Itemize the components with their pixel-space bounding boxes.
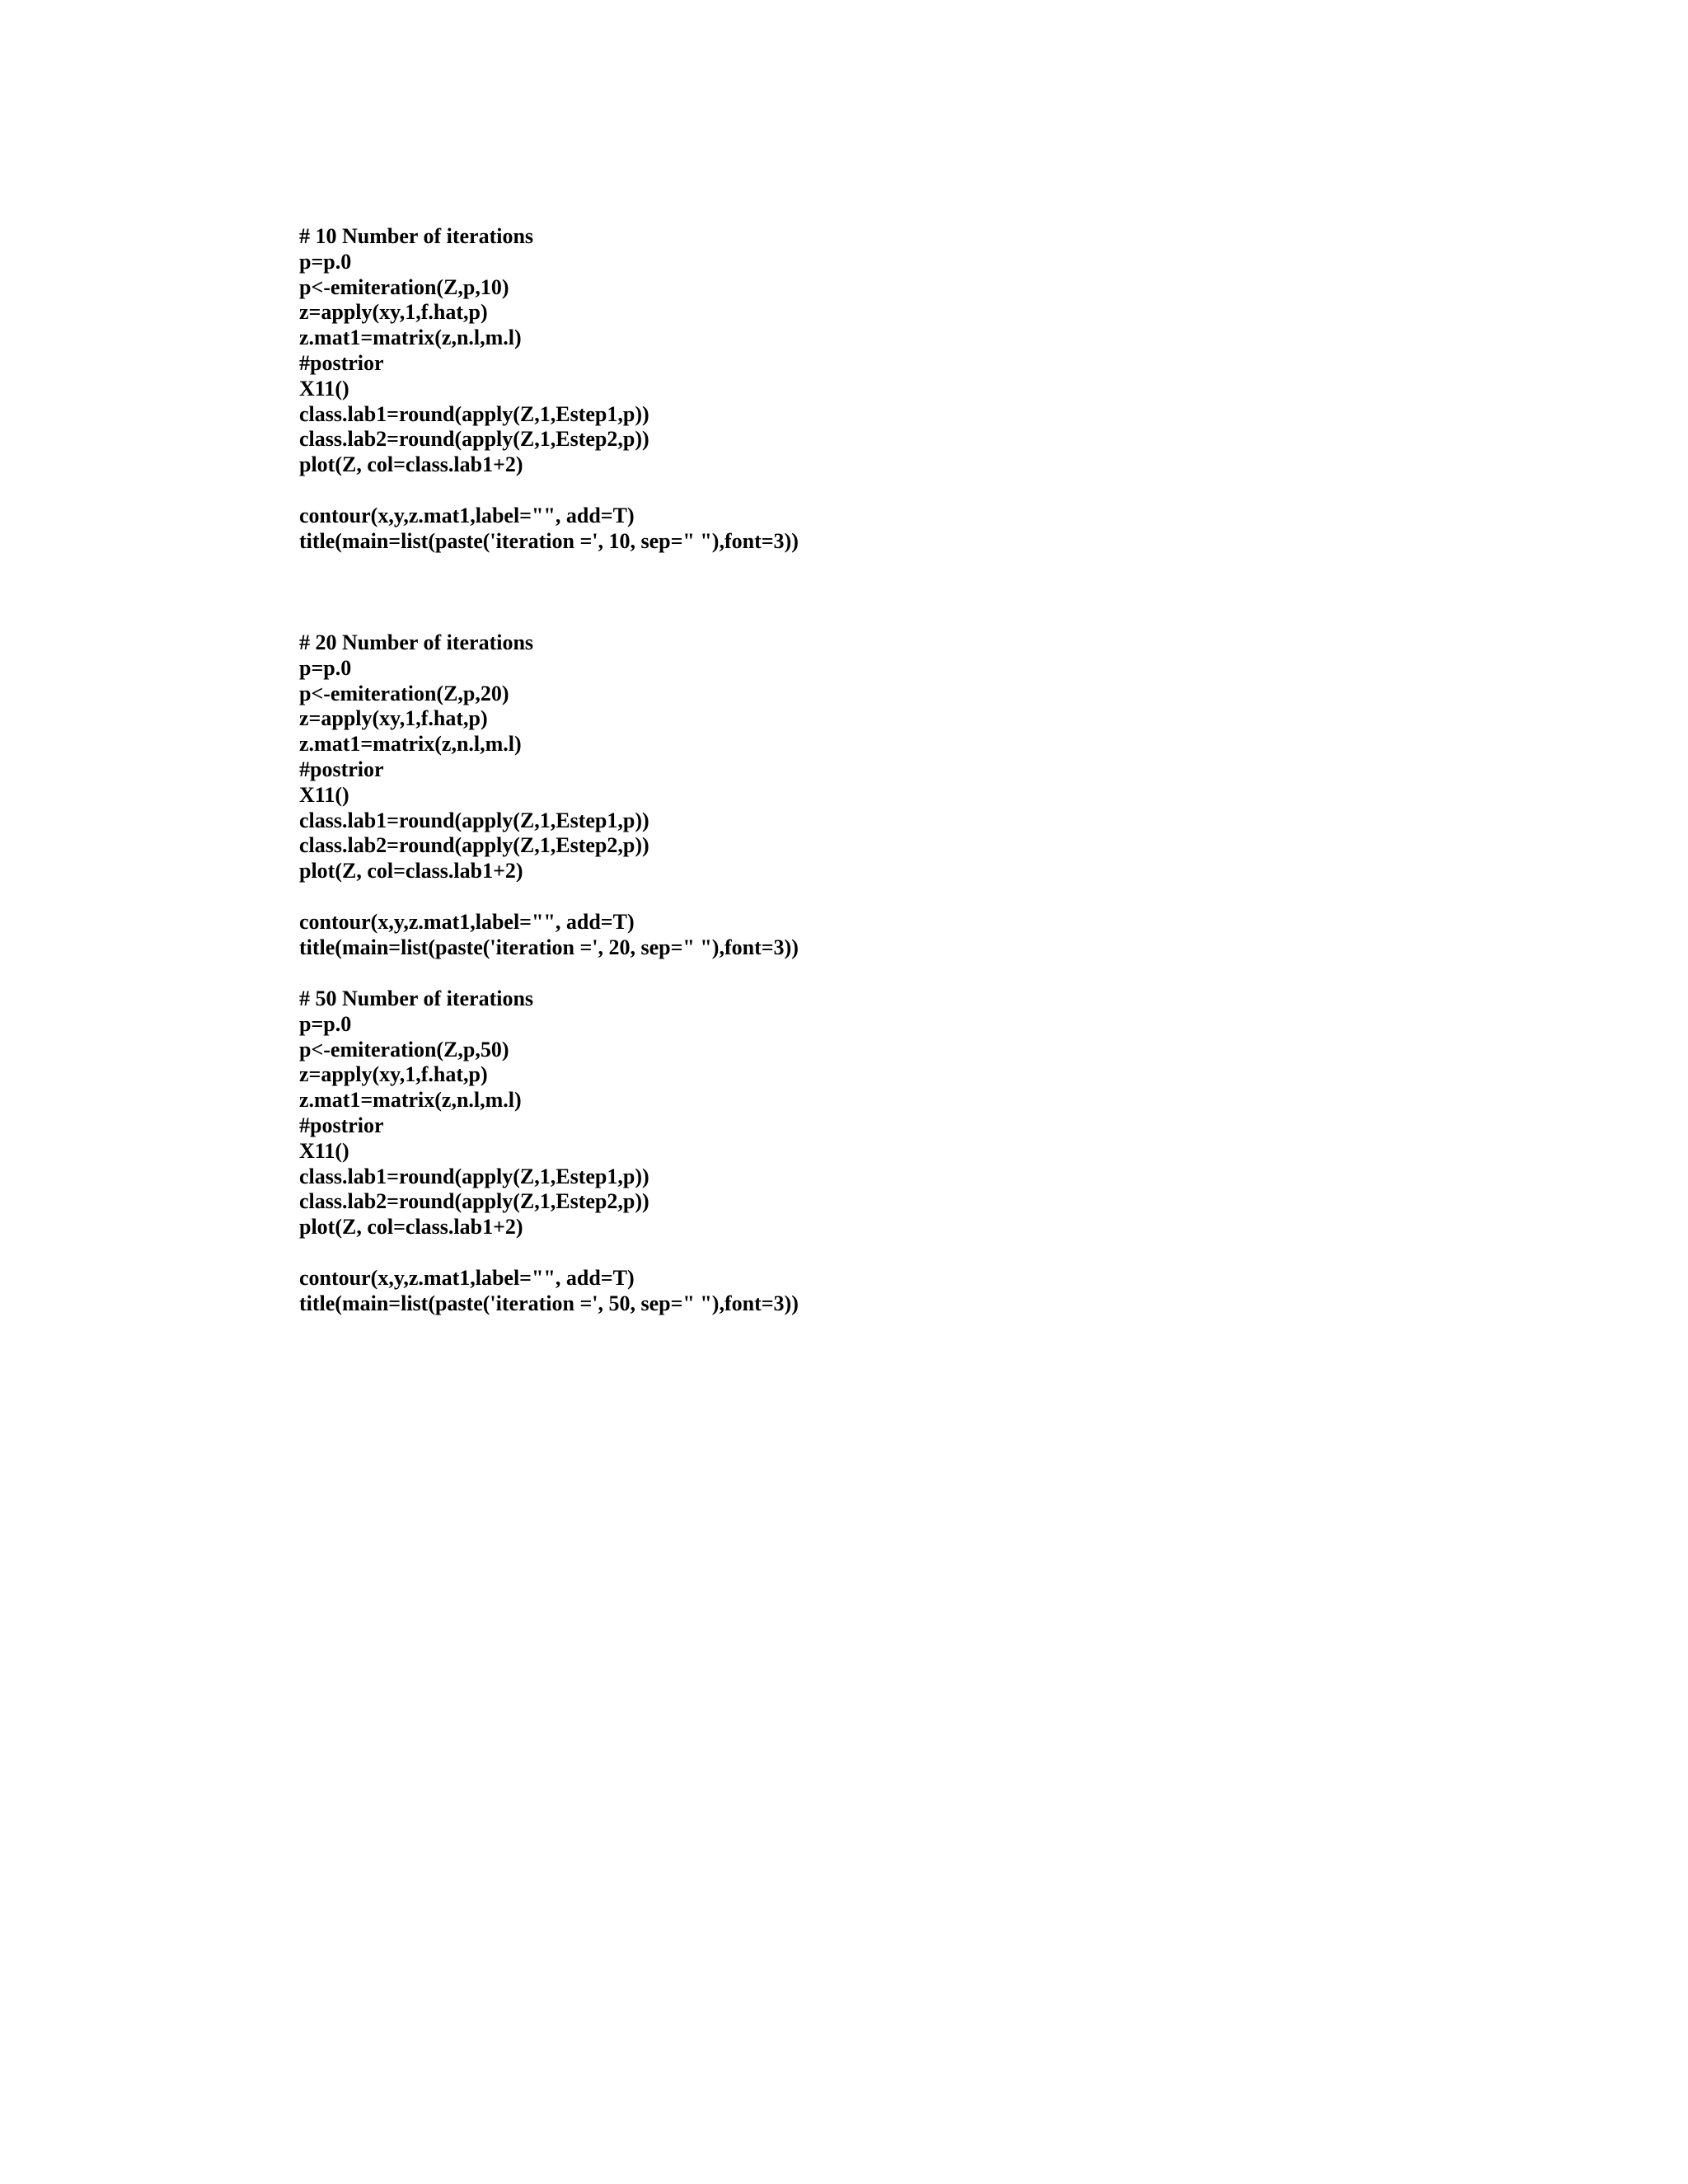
comment-line: # 50 Number of iterations <box>299 987 534 1010</box>
code-line: class.lab2=round(apply(Z,1,Estep2,p)) <box>299 833 649 858</box>
code-line: z=apply(xy,1,f.hat,p) <box>299 1062 488 1087</box>
code-line: class.lab1=round(apply(Z,1,Estep1,p)) <box>299 808 649 832</box>
comment-line: # 20 Number of iterations <box>299 630 534 654</box>
code-line: z=apply(xy,1,f.hat,p) <box>299 300 488 325</box>
code-line: class.lab2=round(apply(Z,1,Estep2,p)) <box>299 427 649 452</box>
code-line: p=p.0 <box>299 655 352 680</box>
code-line: p<-emiteration(Z,p,20) <box>299 681 509 705</box>
code-line: p<-emiteration(Z,p,50) <box>299 1037 509 1062</box>
code-block-50-iterations <box>299 987 799 1316</box>
code-block-20-iterations <box>299 630 799 960</box>
code-line: p<-emiteration(Z,p,10) <box>299 274 509 299</box>
code-line: title(main=list(paste('iteration =', 50, sep=" "),font=3)) <box>299 1291 799 1315</box>
code-line: class.lab1=round(apply(Z,1,Estep1,p)) <box>299 401 649 426</box>
code-line: class.lab1=round(apply(Z,1,Estep1,p)) <box>299 1164 649 1188</box>
comment-line: #postrior <box>299 350 384 375</box>
code-line: z.mat1=matrix(z,n.l,m.l) <box>299 326 522 350</box>
code-line: contour(x,y,z.mat1,label="", add=T) <box>299 909 635 934</box>
comment-line: # 10 Number of iterations <box>299 224 534 248</box>
comment-line: #postrior <box>299 757 384 781</box>
code-line: X11() <box>299 1138 349 1163</box>
code-line: X11() <box>299 782 349 807</box>
code-line: plot(Z, col=class.lab1+2) <box>299 859 523 883</box>
code-line: title(main=list(paste('iteration =', 20, sep=" "),font=3)) <box>299 935 799 959</box>
code-line: p=p.0 <box>299 1011 352 1036</box>
blank-line <box>299 884 799 910</box>
code-line: plot(Z, col=class.lab1+2) <box>299 452 523 477</box>
comment-line: #postrior <box>299 1113 384 1137</box>
code-line: X11() <box>299 376 349 401</box>
code-line: plot(Z, col=class.lab1+2) <box>299 1215 523 1240</box>
blank-line <box>299 478 799 504</box>
code-line: title(main=list(paste('iteration =', 10, sep=" "),font=3)) <box>299 528 799 553</box>
code-block-10-iterations <box>299 224 799 554</box>
code-line: contour(x,y,z.mat1,label="", add=T) <box>299 503 635 527</box>
code-line: z.mat1=matrix(z,n.l,m.l) <box>299 1088 522 1113</box>
code-line: z.mat1=matrix(z,n.l,m.l) <box>299 732 522 757</box>
code-line: p=p.0 <box>299 249 352 274</box>
code-line: contour(x,y,z.mat1,label="", add=T) <box>299 1265 635 1290</box>
code-line: class.lab2=round(apply(Z,1,Estep2,p)) <box>299 1189 649 1214</box>
code-line: z=apply(xy,1,f.hat,p) <box>299 706 488 731</box>
blank-line <box>299 1240 799 1266</box>
